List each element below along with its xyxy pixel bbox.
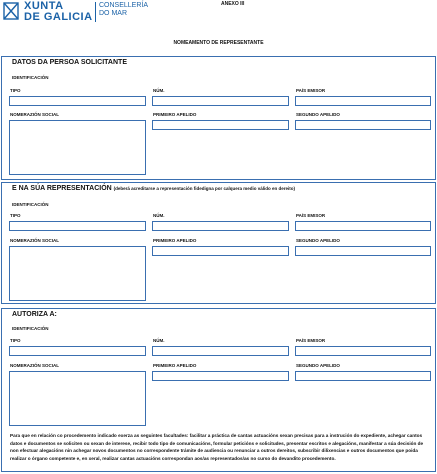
pais-emisor-input[interactable] bbox=[295, 96, 431, 106]
num-input[interactable] bbox=[152, 96, 289, 106]
nomeracion-social-label: NOMERAZIÓN SOCIAL bbox=[10, 238, 59, 243]
segundo-apelido-input[interactable] bbox=[295, 371, 431, 381]
segundo-apelido-input[interactable] bbox=[295, 120, 431, 130]
tipo-input[interactable] bbox=[9, 221, 146, 231]
nomeracion-social-label: NOMERAZIÓN SOCIAL bbox=[10, 363, 59, 368]
num-input[interactable] bbox=[152, 346, 289, 356]
primeiro-apelido-input[interactable] bbox=[152, 246, 289, 256]
pais-emisor-input[interactable] bbox=[295, 221, 431, 231]
logo-line-2: DE GALICIA bbox=[24, 11, 93, 23]
section-title bbox=[12, 59, 127, 66]
nomeracion-social-input[interactable] bbox=[9, 246, 146, 301]
department-name bbox=[99, 2, 148, 18]
pais-emisor-input[interactable] bbox=[295, 346, 431, 356]
primeiro-apelido-input[interactable] bbox=[152, 371, 289, 381]
section-title-text: DATOS DA PERSOA SOLICITANTE bbox=[12, 59, 127, 66]
document-title: NOMEAMENTO DE REPRESENTANTE bbox=[173, 40, 264, 46]
primeiro-apelido-label: PRIMEIRO APELIDO bbox=[153, 238, 197, 243]
segundo-apelido-label: SEGUNDO APELIDO bbox=[296, 112, 340, 117]
segundo-apelido-label: SEGUNDO APELIDO bbox=[296, 238, 340, 243]
primeiro-apelido-input[interactable] bbox=[152, 120, 289, 130]
xunta-emblem-icon bbox=[2, 1, 20, 21]
identification-label: IDENTIFICACIÓN bbox=[12, 326, 49, 331]
section-title-text: AUTORIZA A: bbox=[12, 311, 57, 318]
primeiro-apelido-label: PRIMEIRO APELIDO bbox=[153, 112, 197, 117]
tipo-label: TIPO bbox=[10, 88, 21, 93]
tipo-input[interactable] bbox=[9, 346, 146, 356]
tipo-input[interactable] bbox=[9, 96, 146, 106]
section-representation bbox=[1, 182, 436, 304]
nomeracion-social-input[interactable] bbox=[9, 120, 146, 175]
identification-label: IDENTIFICACIÓN bbox=[12, 202, 49, 207]
xunta-logo bbox=[2, 0, 149, 25]
num-label: NÚM. bbox=[153, 88, 165, 93]
segundo-apelido-label: SEGUNDO APELIDO bbox=[296, 363, 340, 368]
num-label: NÚM. bbox=[153, 213, 165, 218]
tipo-label: TIPO bbox=[10, 213, 21, 218]
authorization-footnote: Para que en relación co procedemento indicado exerza as seguintes facultades: facilitar a práctica de cantas actuacións sexan precisas para a instrución do expediente, achegar cantos datos e documentos se soliciten ou sexan de interese, recibir todo tipo de comunicacións, formular peticións e solicitudes, presentar escritos e alegacións, manifestar a súa decisión de non efectuar alegacións nin achegar novos documentos no correspondente trámite de audiencia ou renunciar a outros dereitos, subscribir dilixencias e outros documentos que poida realizar o órgano competente e, en xeral, realizar cantas actuacións correspondan aos/as representados/as no curso do devandito procedemento. bbox=[10, 433, 424, 461]
pais-emisor-label: PAÍS EMISOR bbox=[296, 88, 326, 93]
logo-line-1: XUNTA bbox=[24, 0, 64, 12]
section-title bbox=[12, 185, 295, 192]
section-title bbox=[12, 311, 57, 318]
section-applicant bbox=[1, 56, 436, 180]
section-subtitle: (deberá acreditarse a representación fidedigna por calquera medio válido en dereito) bbox=[113, 186, 295, 191]
primeiro-apelido-label: PRIMEIRO APELIDO bbox=[153, 363, 197, 368]
pais-emisor-label: PAÍS EMISOR bbox=[296, 213, 326, 218]
num-input[interactable] bbox=[152, 221, 289, 231]
logo-divider bbox=[95, 2, 96, 22]
xunta-wordmark bbox=[24, 1, 93, 23]
num-label: NÚM. bbox=[153, 338, 165, 343]
department-line-2: DO MAR bbox=[99, 10, 127, 17]
segundo-apelido-input[interactable] bbox=[295, 246, 431, 256]
pais-emisor-label: PAÍS EMISOR bbox=[296, 338, 326, 343]
department-line-1: CONSELLERÍA bbox=[99, 2, 149, 9]
tipo-label: TIPO bbox=[10, 338, 21, 343]
identification-label: IDENTIFICACIÓN bbox=[12, 75, 49, 80]
nomeracion-social-label: NOMERAZIÓN SOCIAL bbox=[10, 112, 59, 117]
nomeracion-social-input[interactable] bbox=[9, 371, 146, 426]
annex-label: ANEXO III bbox=[221, 1, 245, 7]
section-title-text: E NA SÚA REPRESENTACIÓN bbox=[12, 185, 112, 192]
